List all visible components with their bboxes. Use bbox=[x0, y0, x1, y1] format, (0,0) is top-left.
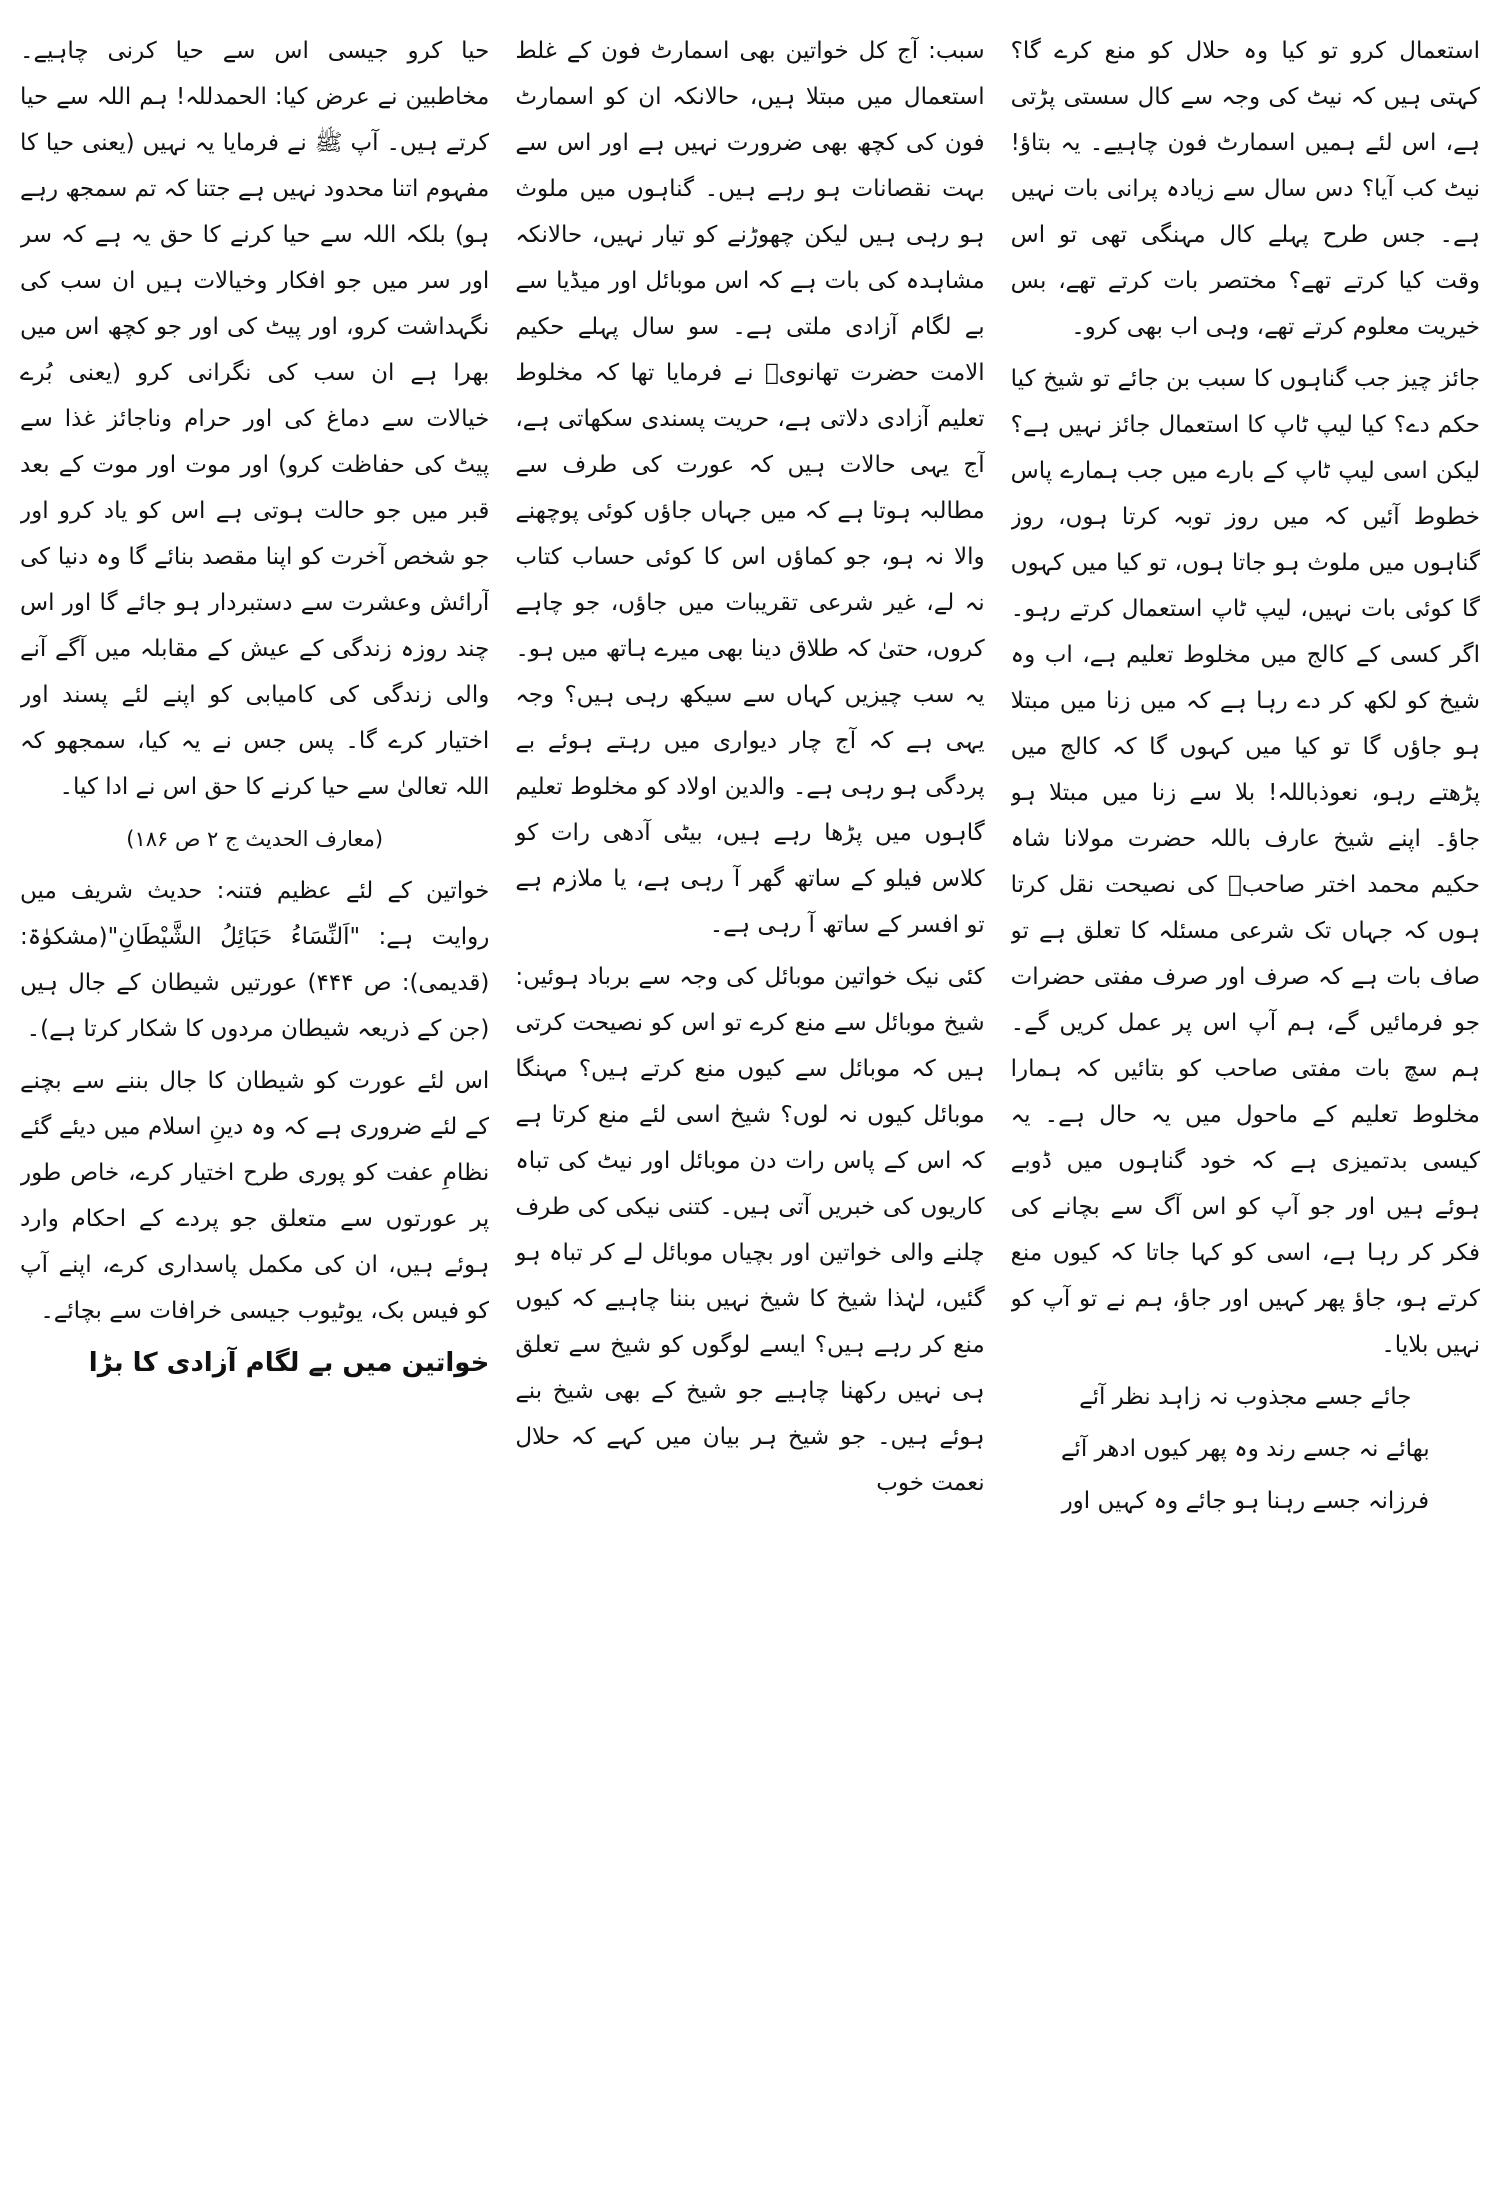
body-paragraph: کئی نیک خواتین موبائل کی وجہ سے برباد ہوئیں: شیخ موبائل سے منع کرے تو اس کو نصیحت کرتی ہیں کہ موبائل سے کیوں منع کرتے ہیں؟ مہنگا موبائل کیوں نہ لوں؟ شیخ اسی لئے منع کرتا ہے کہ اس کے پاس رات دن موبائل اور نیٹ کی تباہ کاریوں کی خبریں آتی ہیں۔ کتنی نیکی کی طرف چلنے والی خواتین اور بچیاں موبائل لے کر تباہ ہو گئیں، لہٰذا شیخ کا شیخ نہیں بننا چاہیے کہ کیوں منع کر رہے ہیں؟ ایسے لوگوں کو شیخ سے تعلق ہی نہیں رکھنا چاہیے جو شیخ کے بھی شیخ بنے ہوئے ہیں۔ جو شیخ ہر بیان میں کہے کہ حلال نعمت خوب bbox=[515, 964, 985, 1496]
poetry-verse: بھائے نہ جسے رند وہ پھر کیوں ادھر آئے bbox=[1060, 1436, 1430, 1462]
body-paragraph: حیا کرو جیسی اس سے حیا کرنی چاہیے۔ مخاطبین نے عرض کیا: الحمدللہ! ہم اللہ سے حیا کرتے ہیں۔ آپ ﷺ نے فرمایا یہ نہیں (یعنی حیا کا مفہوم اتنا محدود نہیں ہے جتنا کہ تم سمجھ رہے ہو) بلکہ اللہ سے حیا کرنے کا حق یہ ہے کہ سر اور سر میں جو افکار وخیالات ہیں ان سب کی نگہداشت کرو، اور پیٹ کی اور جو کچھ اس میں بھرا ہے ان سب کی نگرانی کرو (یعنی بُرے خیالات سے دماغ کی اور حرام وناجائز غذا سے پیٹ کی حفاظت کرو) اور موت اور موت کے بعد قبر میں جو حالت ہوتی ہے اس کو یاد کرو اور جو شخص آخرت کو اپنا مقصد بنائے گا وہ دنیا کی آرائش وعشرت سے دستبردار ہو جائے گا اور اس چند روزہ زندگی کے عیش کے مقابلہ میں آگے آنے والی زندگی کی کامیابی کو اپنے لئے پسند اور اختیار کرے گا۔ پس جس نے یہ کیا، سمجھو کہ اللہ تعالیٰ سے حیا کرنے کا حق اس نے ادا کیا۔ bbox=[20, 38, 490, 800]
column-middle bbox=[515, 28, 984, 2180]
poetry-verse: فرزانہ جسے رہنا ہو جائے وہ کہیں اور bbox=[1061, 1488, 1430, 1514]
reference-citation: (معارف الحدیث ج ۲ ص ۱۸۶) bbox=[126, 827, 384, 851]
body-paragraph: اس لئے عورت کو شیطان کا جال بننے سے بچنے کے لئے ضروری ہے کہ وہ دینِ اسلام میں دیئے گئے نظامِ عفت کو پوری طرح اختیار کرے، خاص طور پر عورتوں سے متعلق جو پردے کے احکام وارد ہوئے ہیں، ان کی مکمل پاسداری کرے، اپنے آپ کو فیس بک، یوٹیوب جیسی خرافات سے بچائے۔ bbox=[20, 1068, 490, 1324]
body-paragraph: سبب: آج کل خواتین بھی اسمارٹ فون کے غلط استعمال میں مبتلا ہیں، حالانکہ ان کو اسمارٹ فون کی کچھ بھی ضرورت نہیں ہے اور اس سے بہت نقصانات ہو رہے ہیں۔ گناہوں میں ملوث ہو رہی ہیں لیکن چھوڑنے کو تیار نہیں، حالانکہ مشاہدہ کی بات ہے کہ اس موبائل اور میڈیا سے بے لگام آزادی ملتی ہے۔ سو سال پہلے حکیم الامت حضرت تھانویؒ نے فرمایا تھا کہ مخلوط تعلیم آزادی دلاتی ہے، حریت پسندی سکھاتی ہے، آج یہی حالات ہیں کہ عورت کی طرف سے مطالبہ ہوتا ہے کہ میں جہاں جاؤں کوئی پوچھنے والا نہ ہو، جو کماؤں اس کا کوئی حساب کتاب نہ لے، غیر شرعی تقریبات میں جاؤں، جو چاہے کروں، حتیٰ کہ طلاق دینا بھی میرے ہاتھ میں ہو۔ یہ سب چیزیں کہاں سے سیکھ رہی ہیں؟ وجہ یہی ہے کہ آج چار دیواری میں رہتے ہوئے بے پردگی ہو رہی ہے۔ والدین اولاد کو مخلوط تعلیم گاہوں میں پڑھا رہے ہیں، بیٹی آدھی رات کو کلاس فیلو کے ساتھ گھر آ رہی ہے، یا ملازم ہے تو افسر کے ساتھ آ رہی ہے۔ bbox=[515, 38, 985, 938]
body-paragraph: خواتین کے لئے عظیم فتنہ: حدیث شریف میں روایت ہے: "اَلنِّسَاءُ حَبَائِلُ الشَّیْطَانِ"(مشکوٰۃ: (قدیمی): ص ۴۴۴) عورتیں شیطان کے جال ہیں (جن کے ذریعہ شیطان مردوں کا شکار کرتا ہے)۔ bbox=[20, 878, 490, 1042]
poetry-verse: جائے جسے مجذوب نہ زاہد نظر آئے bbox=[1079, 1384, 1412, 1410]
column-right bbox=[20, 28, 489, 2180]
section-heading: خواتین میں بے لگام آزادی کا بڑا bbox=[88, 1348, 490, 1378]
column-left bbox=[1011, 28, 1480, 2180]
body-paragraph: جائز چیز جب گناہوں کا سبب بن جائے تو شیخ کیا حکم دے؟ کیا لیپ ٹاپ کا استعمال جائز نہیں ہے؟ لیکن اسی لیپ ٹاپ کے بارے میں جب ہمارے پاس خطوط آئیں کہ میں روز توبہ کرتا ہوں، روز گناہوں میں ملوث ہو جاتا ہوں، تو کیا میں کہوں گا کوئی بات نہیں، لیپ ٹاپ استعمال کرتے رہو۔ اگر کسی کے کالج میں مخلوط تعلیم ہے، اب وہ شیخ کو لکھ کر دے رہا ہے کہ میں زنا میں مبتلا ہو جاؤں گا تو کیا میں کہوں گا کہ کالج میں پڑھتے رہو، نعوذباللہ! بلا سے زنا میں مبتلا ہو جاؤ۔ اپنے شیخ عارف باللہ حضرت مولانا شاہ حکیم محمد اختر صاحبؒ کی نصیحت نقل کرتا ہوں کہ جہاں تک شرعی مسئلہ کا تعلق ہے تو صاف بات ہے کہ صرف اور صرف مفتی حضرات جو فرمائیں گے، ہم آپ اس پر عمل کریں گے۔ ہم سچ بات مفتی صاحب کو بتائیں کہ ہمارا مخلوط تعلیم کے ماحول میں یہ حال ہے۔ یہ کیسی بدتمیزی ہے کہ خود گناہوں میں ڈوبے ہوئے ہیں اور جو آپ کو اس آگ سے بچانے کی فکر کر رہا ہے، اسی کو کہا جاتا کہ کیوں منع کرتے ہو، جاؤ پھر کہیں اور جاؤ، ہم نے تو آپ کو نہیں بلایا۔ bbox=[1010, 366, 1480, 1358]
body-paragraph: استعمال کرو تو کیا وہ حلال کو منع کرے گا؟ کہتی ہیں کہ نیٹ کی وجہ سے کال سستی پڑتی ہے، اس لئے ہمیں اسمارٹ فون چاہیے۔ یہ بتاؤ! نیٹ کب آیا؟ دس سال سے زیادہ پرانی بات نہیں ہے۔ جس طرح پہلے کال مہنگی تھی تو اس وقت کیا کرتے تھے؟ مختصر بات کرتے تھے، بس خیریت معلوم کرتے تھے، وہی اب بھی کرو۔ bbox=[1010, 38, 1480, 340]
